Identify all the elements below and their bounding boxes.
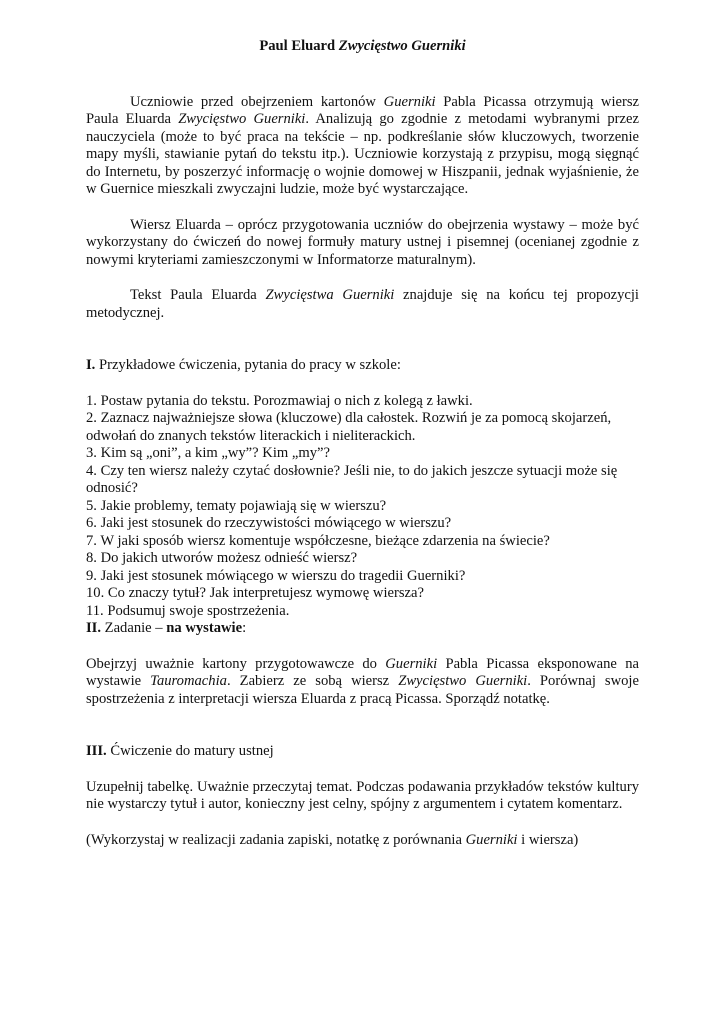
section-heading-text: :: [242, 620, 247, 636]
text-run: Pabla Picassa otrzymują wiersz Paula Eluarda: [86, 93, 639, 127]
section-3-paragraph-2: [86, 832, 639, 850]
intro-paragraph-2: Wiersz Eluarda – oprócz przygotowania uczniów do obejrzenia wystawy – może być wykorzystany do ćwiczeń do nowej formuły matury ustnej i pisemnej (ocenianej zgodnie z nowymi kryteriami zamieszczonymi w Informatorze maturalnym).: [86, 216, 639, 268]
text-run: . Zabierz ze sobą wiersz: [226, 673, 399, 689]
list-item: 6. Jaki jest stosunek do rzeczywistości mówiącego w wierszu?: [86, 515, 452, 531]
list-item: 2. Zaznacz najważniejsze słowa (kluczowe) dla całostek. Rozwiń je za pomocą skojarzeń, odwołań do znanych tekstów literackich i nieliterackich.: [86, 410, 612, 444]
section-1-question-list: [86, 393, 639, 621]
text-run: Pabla Picassa eksponowane na wystawie: [86, 655, 639, 689]
list-item: 5. Jakie problemy, tematy pojawiają się w wierszu?: [86, 497, 387, 514]
italic-run: Tauromachia: [150, 673, 227, 689]
section-number: II.: [86, 620, 102, 636]
italic-run: Guerniki: [383, 93, 436, 110]
italic-run: Guerniki: [385, 655, 438, 672]
title-author: Paul Eluard: [259, 38, 336, 54]
section-3-paragraph-1: Uzupełnij tabelkę. Uważnie przeczytaj temat. Podczas podawania przykładów tekstów kultury nie wystarczy tytuł i autor, konieczny jest celny, spójny z argumentem i cytatem komentarz.: [86, 778, 639, 812]
section-1-heading: [86, 357, 639, 375]
document-title: [86, 38, 639, 56]
text-run: . Porównaj swoje spostrzeżenia z interpretacji wiersza Eluarda z pracą Picassa. Sporządź notatkę.: [86, 673, 639, 707]
italic-run: Zwycięstwo Guerniki: [398, 673, 528, 689]
section-2-body: [86, 656, 639, 709]
list-item: 7. W jaki sposób wiersz komentuje współczesne, bieżące zdarzenia na świecie?: [86, 532, 550, 549]
section-heading-text: Przykładowe ćwiczenia, pytania do pracy w szkole:: [95, 357, 401, 373]
list-item: 9. Jaki jest stosunek mówiącego w wierszu do tragedii Guerniki?: [86, 567, 466, 584]
list-item: 11. Podsumuj swoje spostrzeżenia.: [86, 602, 290, 619]
section-2-heading: [86, 620, 639, 638]
italic-run: Zwycięstwo Guerniki: [178, 111, 306, 127]
text-run: Tekst Paula Eluarda: [130, 287, 266, 303]
intro-paragraph-1: [86, 94, 639, 199]
text-run: i wiersza): [517, 831, 579, 848]
text-run: Uczniowie przed obejrzeniem kartonów: [130, 93, 384, 110]
section-heading-bold: na wystawie: [166, 620, 243, 636]
text-run: Obejrzyj uważnie kartony przygotowawcze do: [86, 655, 386, 672]
list-item: 1. Postaw pytania do tekstu. Porozmawiaj o nich z kolegą z ławki.: [86, 392, 473, 409]
text-run: . Analizują go zgodnie z metodami wybranymi przez nauczyciela (może to być praca na tekście – np. podkreślanie słów kluczowych, tworzenie mapy myśli, stawianie pytań do tekstu itp.). Uczniowie korzystają z przypisu, mogą sięgnąć do Internetu, by poszerzyć informację o wojnie domowej w Hiszpanii, jednak wyjaśnienie, że w Guernice mieszkali zwyczajni ludzie, może być wystarczające.: [86, 111, 639, 197]
list-item: 10. Co znaczy tytuł? Jak interpretujesz wymowę wiersza?: [86, 585, 424, 601]
italic-run: Guerniki: [465, 831, 518, 848]
list-item: 8. Do jakich utworów możesz odnieść wiersz?: [86, 550, 358, 566]
section-heading-text: Zadanie –: [101, 620, 167, 636]
section-number: III.: [86, 743, 107, 759]
italic-run: Zwycięstwa Guerniki: [265, 287, 395, 303]
section-heading-text: Ćwiczenie do matury ustnej: [106, 743, 274, 759]
text-run: znajduje się na końcu tej propozycji metodycznej.: [86, 287, 639, 321]
intro-paragraph-3: [86, 287, 639, 322]
list-item: 3. Kim są „oni”, a kim „wy”? Kim „my”?: [86, 445, 330, 461]
text-run: (Wykorzystaj w realizacji zadania zapiski, notatkę z porównania: [86, 831, 466, 848]
title-work: Zwycięstwo Guerniki: [338, 38, 466, 54]
section-3-heading: [86, 743, 639, 761]
list-item: 4. Czy ten wiersz należy czytać dosłownie? Jeśli nie, to do jakich jeszcze sytuacji może się odnosić?: [86, 462, 618, 496]
section-number: I.: [86, 357, 96, 373]
